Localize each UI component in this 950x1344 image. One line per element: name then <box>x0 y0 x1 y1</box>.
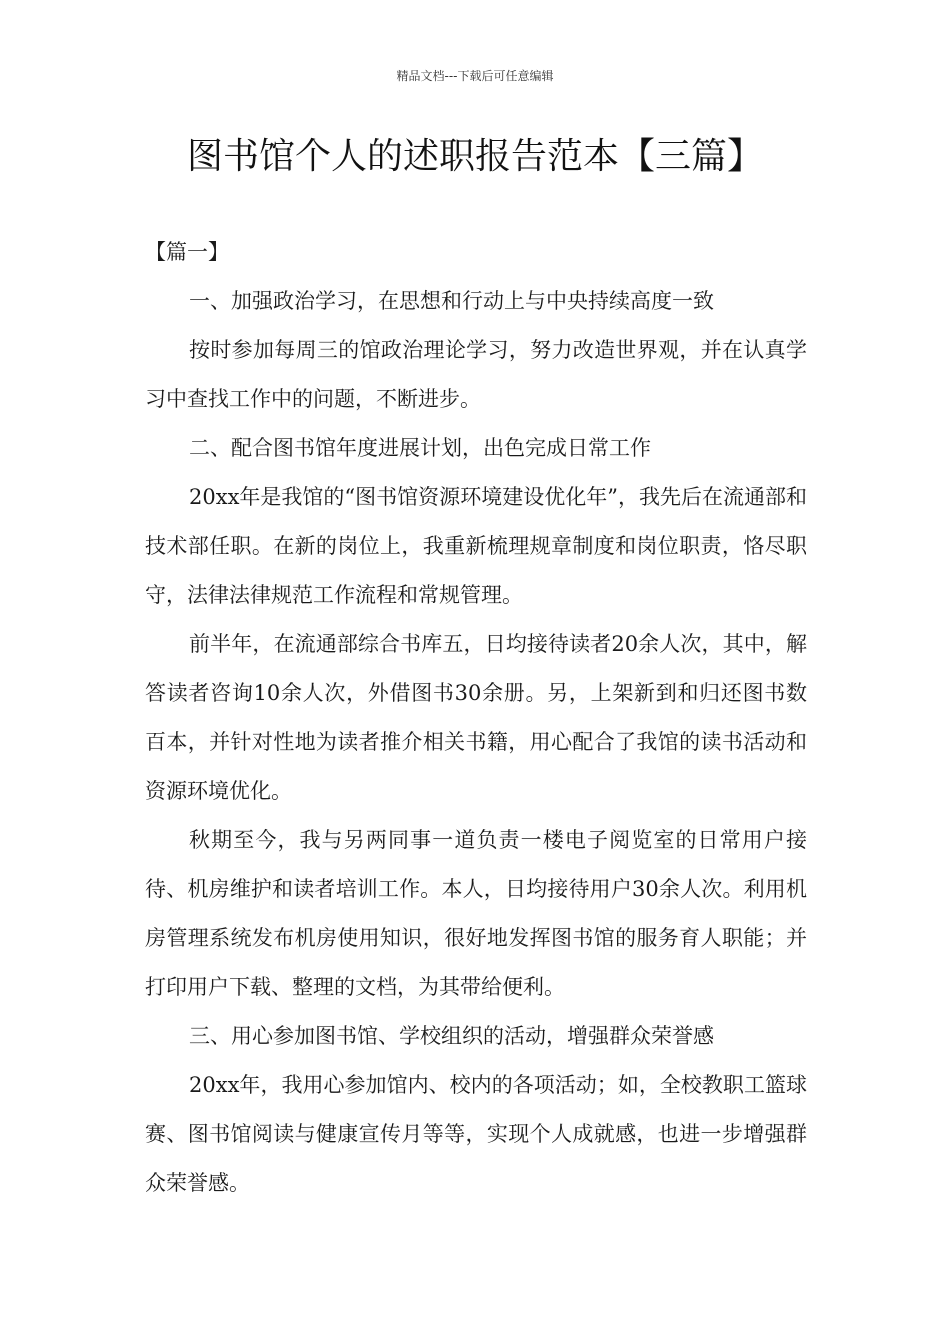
paragraph-activities: 20xx年，我用心参加馆内、校内的各项活动；如，全校教职工篮球赛、图书馆阅读与健康宣传月等等，实现个人成就感，也进一步增强群众荣誉感。 <box>145 1073 807 1195</box>
heading-political-study: 一、加强政治学习，在思想和行动上与中央持续高度一致 <box>189 289 714 313</box>
heading-daily-work: 二、配合图书馆年度进展计划，出色完成日常工作 <box>189 436 651 460</box>
document-title: 图书馆个人的述职报告范本【三篇】 <box>186 136 763 177</box>
paragraph-first-half: 前半年，在流通部综合书库五，日均接待读者20余人次，其中，解答读者咨询10余人次，外借图书30余册。另，上架新到和归还图书数百本，并针对性地为读者推介相关书籍，用心配合了我馆的读书活动和资源环境优化。 <box>145 632 807 803</box>
document-body <box>145 228 807 1208</box>
heading-activities: 三、用心参加图书馆、学校组织的活动，增强群众荣誉感 <box>189 1024 714 1048</box>
paragraph-year-plan: 20xx年是我馆的“图书馆资源环境建设优化年”，我先后在流通部和技术部任职。在新的岗位上，我重新梳理规章制度和岗位职责，恪尽职守，法律法律规范工作流程和常规管理。 <box>145 485 807 607</box>
paragraph-political-study: 按时参加每周三的馆政治理论学习，努力改造世界观，并在认真学习中查找工作中的问题，不断进步。 <box>145 338 807 411</box>
section-label: 【篇一】 <box>145 240 229 264</box>
paragraph-autumn: 秋期至今，我与另两同事一道负责一楼电子阅览室的日常用户接待、机房维护和读者培训工作。本人，日均接待用户30余人次。利用机房管理系统发布机房使用知识，很好地发挥图书馆的服务育人职能；并打印用户下载、整理的文档，为其带给便利。 <box>145 828 807 999</box>
header-note: 精品文档---下载后可任意编辑 <box>396 69 554 83</box>
